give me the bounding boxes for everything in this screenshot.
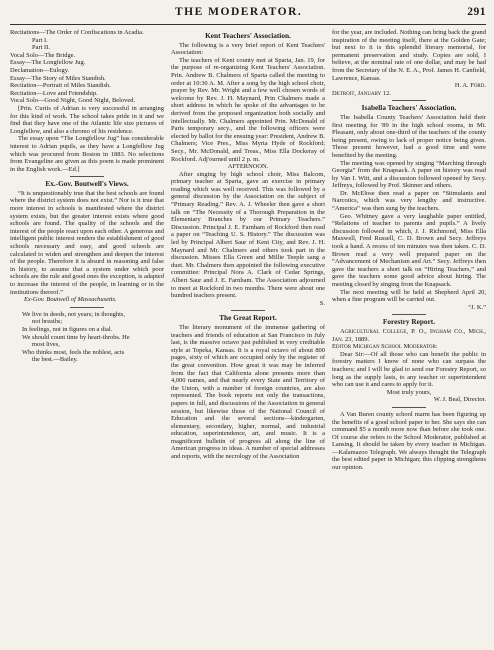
great-report-body: The literary monument of the immense gathering of teachers and friends of education at San Francisco in July last, is the massive octavo just published in very creditable style at Topeka, Kansas. It is a royal octavo of about 800 pages, sixty of which are occupied only by the register of the great convention. How great it was may be inferred from the fact that California alone presents more than 4,000 names, and that nearly every State and Territory of the Union, with a number of foreign countries, are also represented. The book reports not only the transactions, papers in full, and discussions of the Association in general session, but likewise those of the National Council of Education and the several sections—kindergarten, elementary, secondary, higher, normal, and industrial education, superintendence, art, and music. It is a magnificent bulletin of progress all along the line of American progress in ideas. A number of special addresses and reports, with the necrology of the Association <box>171 323 325 461</box>
divider <box>70 176 104 177</box>
kent-morning: The teachers of Kent county met at Sparta, Jan. 19, for the purpose of re-organizing Kent Teachers' Association. Prin. Andrew B. Chalmers of Sparta called the meeting to order at 10:30 A. M. After a song by the high school choir, prayer by Rev. Mr. Wright and a few well chosen words of welcome by Rev. J. H. Maynard, Prin Chalmers made a short address in which he spoke of the advantages to be derived from the proposed organization both socially and intellectually. Mr. Chalmers appointed Prin. McDonald of Paris temporary secy., and the following officers were elected by ballot for the ensuing year: President, Andrew B. Chalmers; Vice Pres., Miss Myrta Hyde of Rockford; Secy., Mr. McDonald, and Treas., Miss Ella Dockeray of Rockford. Adj'ourned until 2 p. m. <box>171 56 325 163</box>
column-2 <box>171 29 325 649</box>
isabella-p5: The next meeting will be held at Shepherd April 20, when a fine program will be carried out. <box>332 288 486 304</box>
program-item: Vocal Solo—The Bridge. <box>10 51 76 59</box>
program-item: Recitations—The Order of Confiscations in Acadia. <box>10 29 144 36</box>
article-heading-isabella: Isabella Teachers' Association. <box>361 103 457 113</box>
kent-intro: The following is a very brief report of Kent Teachers' Association: <box>171 41 325 57</box>
editor-note-paragraph-1: [Prin. Curtis of Adrian is very successful in arranging for this kind of work. The school takes pride in it and we find that they have one of the Atlantic life size pictures of Longfellow, and also a chromo of his residence. <box>10 104 164 135</box>
article-heading-boutwell: Ex.-Gov. Boutwell's Views. <box>45 179 129 189</box>
forestry-closing: Most truly yours, <box>386 388 432 396</box>
poem-line: We should count time by heart-throbs. He <box>22 333 130 341</box>
boutwell-source: Ex-Gov. Boutwell of Massachusetts. <box>24 296 117 304</box>
divider <box>231 310 265 311</box>
program-item: Vocal Solo—Good Night, Good Night, Beloved. <box>10 97 136 105</box>
beal-signature: W. J. Beal, Director. <box>433 396 486 404</box>
program-item: Essay—The Longfellow Jug. <box>10 59 86 67</box>
program-item: Recitation—Portrait of Miles Standish. <box>10 82 111 90</box>
ford-signature: H. A. Ford. <box>454 82 486 90</box>
program-list <box>10 29 164 105</box>
running-head <box>10 6 486 25</box>
column-1 <box>10 29 164 649</box>
divider <box>70 307 104 308</box>
kent-signature: S. <box>319 299 325 307</box>
afternoon-subheading: AFTERNOON. <box>227 163 269 171</box>
columns <box>10 29 486 649</box>
boutwell-quote: “It is unquestionably true that the best schools are found where the district system does not exist.” Nor is it true that more interest in schools is manifested where the district system exists, but the greater interest exists where good schools are found. The quality of the schools and the interest of the people react upon each other. A generous and intelligent public interest renders the establishment of good schools necessary and easy, and good schools are calculated to widen and strengthen and deepen the interest of the people. Therefore it is absurd in reasoning and false in history, to assume that a system under which poor schools are the rule and good ones the exception, is adapted to increase the interest of the people, in learning or in the institutions thereof.” <box>10 189 164 296</box>
isabella-p2: The meeting was opened by singing “Marching through Georgia” from the Knapsack. A paper on history was read by Van I. Witt, and a discussion followed opened by Secy. Jeffreys, followed by Prof. Skinner and others. <box>332 159 486 190</box>
article-heading-kent: Kent Teachers' Association. <box>205 31 291 40</box>
poem-line: Who thinks most, feels the noblest, acts <box>22 348 125 356</box>
page-number: 291 <box>467 6 486 18</box>
program-item: Recitation—Love and Friendship. <box>10 89 98 97</box>
divider <box>392 407 426 408</box>
journal-title: THE MODERATOR. <box>174 6 303 18</box>
poem-line: most lives, <box>32 341 60 349</box>
poem-line: the best.—Bailey. <box>32 356 78 364</box>
forestry-dateline: Agricultural College, P. O., Ingham Co., Mich., Jan. 23, 1889. <box>332 327 486 343</box>
program-item: Part I. <box>32 36 48 44</box>
divider <box>392 314 426 315</box>
article-heading-great-report: The Great Report. <box>219 313 277 323</box>
kent-afternoon: After singing by high school choir, Miss Balcom, primary teacher at Sparta, gave an exercise in primary reading which was well received. This was followed by a general discussion by the Association on the subject of “Primary Reading.” Rev. A. J. Wheeler then gave a short talk on “The Necessity of a Thorough Preparation in the Elementary Branches by our Primary Teachers.” Discussion. Principal J. E. Farnham of Rockford then read a paper on “Teaching U. S. History.” The discussion was led by Principal Albert Saur of Kent City, and Rev. J. H. Maynard and Mr. Chalmers and others took part in the discussion. Misses Ella Green and Millie Teeple sang a duet. Mr. Chalmers then appointed the following executive committee: Principal Nora A. Clark of Cedar Springs, Albert Saur and J. E. Farnham. The Association adjourned to meet at Rockford in two months. There were about one hundred teachers present. <box>171 170 325 300</box>
poem-line: not breaths; <box>32 318 63 326</box>
editor-note-paragraph-2: The essay upon “The Longfellow Jug” has considerable interest to Adrian pupils, as they have a Longfellow Jug which was procured from Boston in 1883. No selections from Evangeline are given as this poem is made prominent in the English work.—Ed.] <box>10 135 164 173</box>
ford-dateline: Detroit, January 12. <box>332 89 391 97</box>
great-report-continued: for the year, are included. Nothing can bring back the grand inspiration of the meeting itself, there at the Golden Gate; but next to it is this splendid literary memorial, for permanent preservation and study. Copies are sold, I believe, at the nominal rate of one dollar, and may be had from the Secretary of the N. E. A., Prof. James H. Canfield, Lawrence, Kansas. <box>332 29 486 82</box>
forestry-letter: Dear Sir:—Of all those who can benefit the public in forestry matters I know of none who can surpass the teachers; and I will be glad to send our Forestry Report, so long as the supply lasts, to any teacher or superintendent who can use it and cares to apply for it. <box>332 350 486 389</box>
poem <box>10 311 164 364</box>
forestry-salutation: Editor Michigan School Moderator: <box>332 343 438 351</box>
isabella-p3: Dr. McElose then read a paper on “Stimulants and Narcotics, which was very lengthy and instructive. “America” was then sung by the teachers. <box>332 189 486 213</box>
article-heading-forestry: Forestry Report. <box>382 317 436 327</box>
isabella-p4: Geo. Whitney gave a very laughable paper entitled, “Relations of teacher to parents and pupils.” A lively discussion followed in which, J. J. Richmond, Miss Ella Maxwell, Fred Russell, C. D. Brown and Secy. Jeffreys took a hand. A recess of ten minutes was then taken. C. D. Brown read a very well prepared paper on the “Advancement of Mechanism and Art.” Secy. Jeffreys then gave the teachers a short talk on “Hiring Teachers,” and gave the teachers some good advice about hiring. The meeting closed by singing from the Knapsack. <box>332 212 486 288</box>
poem-line: In feelings, not in figures on a dial. <box>22 325 113 333</box>
van-buren-paragraph: A Van Buren county school marm has been figuring up the benefits of a good school paper to her. She says she can command $5 a month more now than before she took one. Of course she refers to the School Moderator, published at Lansing. It should be taken by every teacher in Michigan.—Kalamazoo Telegraph. We always thought the Telegraph the best edited paper in Michigan; this clipping strengthens our opinion. <box>332 410 486 472</box>
program-item: Part II. <box>32 44 50 52</box>
isabella-signature: “J. K.” <box>468 303 486 311</box>
program-item: Essay—The Story of Miles Standish. <box>10 74 106 82</box>
divider <box>392 100 426 101</box>
column-3 <box>332 29 486 649</box>
poem-line: We live in deeds, not years; in thoughts, <box>22 310 125 318</box>
program-item: Declamation—Eulogy. <box>10 66 70 74</box>
isabella-p1: The Isabella County Teachers' Association held their first meeting for '89 in the high school rooms, in Mt. Pleasant, only about one-third of the teachers of the county being present, owing to lack of proper notice being given. Those present however, had a good time and were benefited by the meeting. <box>332 113 486 159</box>
